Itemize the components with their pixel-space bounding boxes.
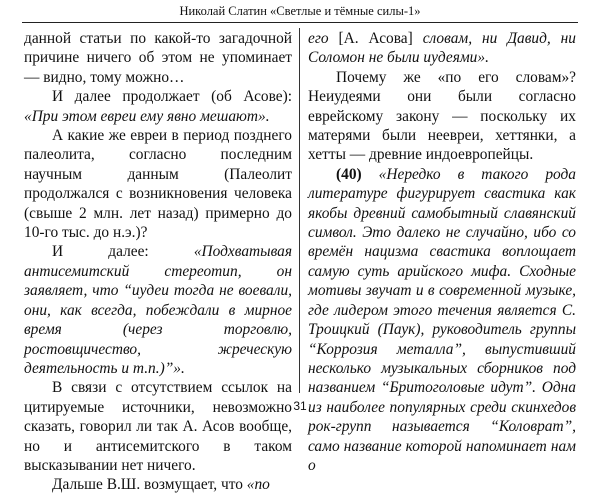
quote: «Нередко в такого рода литературе фигурирует свастика как якобы древний самобытный славянский символ. Это далеко не случайно, ибо со времён нацизма свастика воплощает самую суть арийского мифа. Сходные мотивы звучат и в современной музыке, где лидером этого течения является С. Троицкий (Паук), руководитель группы “Коррозия металла”, выпустивший несколько музыкальных сборников под названием “Бритоголовые идут”. Одна из наиболее популярных среди скинхедов рок-групп называется “Коловрат”, само название которой напоминает нам о xyxy=(308,165,576,474)
page-number: 31 xyxy=(293,399,307,413)
running-header: Николай Слатин «Светлые и тёмные силы-1» xyxy=(22,4,578,23)
paragraph: И далее продолжает (об Асове): «При этом евреи ему явно мешают». xyxy=(24,88,292,125)
paragraph: А какие же евреи в период позднего палеолита, согласно последним научным данным (Палеолит продолжался с возникновения человека (свыше 2 млн. лет назад) примерно до 10-го тыс. до н.э.)? xyxy=(24,127,292,242)
paragraph: его [А. Асова] словам, ни Давид, ни Соломон не были иудеями». xyxy=(308,30,576,67)
paragraph xyxy=(308,165,576,476)
quote: «Подхватывая антисемитский стереотип, он заявляет, что “иудеи тогда не воевали, они, как всегда, побеждали в мирное время (через торговлю, ростовщичество, жреческую деятельность и т.п.)”». xyxy=(24,243,292,377)
paragraph: Дальше В.Ш. возмущает, что «по xyxy=(52,476,270,494)
paragraph: данной статьи по какой-то загадочной причине ничего об этом не упоминает — видно, тому можно… xyxy=(24,30,292,86)
quote: его xyxy=(308,30,329,47)
paragraph: В связи с отсутствием ссылок на цитируемые источники, невозможно сказать, говорил ли так А. Асов вообще, но и антисемитского в таком высказывании нет ничего. xyxy=(24,379,292,474)
left-column xyxy=(24,29,292,495)
quote: «При этом евреи ему явно мешают». xyxy=(24,107,270,125)
item-number: (40) xyxy=(336,165,362,183)
quote: «по xyxy=(246,476,270,494)
quote: словам, ни Давид, ни Соломон не были иудеями». xyxy=(308,30,576,67)
column-divider xyxy=(299,28,300,393)
paragraph: Почему же «по его словам»? Неиудеями они были согласно еврейскому закону — поскольку их матерями были неевреи, хеттянки, а хетты — древние индоевропейцы. xyxy=(308,68,576,164)
paragraph: И далее: «Подхватывая антисемитский стереотип, он заявляет, что “иудеи тогда не воевали, они, как всегда, побеждали в мирное время (через торговлю, ростовщичество, жреческую деятельность и т.п.)”». xyxy=(24,243,292,377)
